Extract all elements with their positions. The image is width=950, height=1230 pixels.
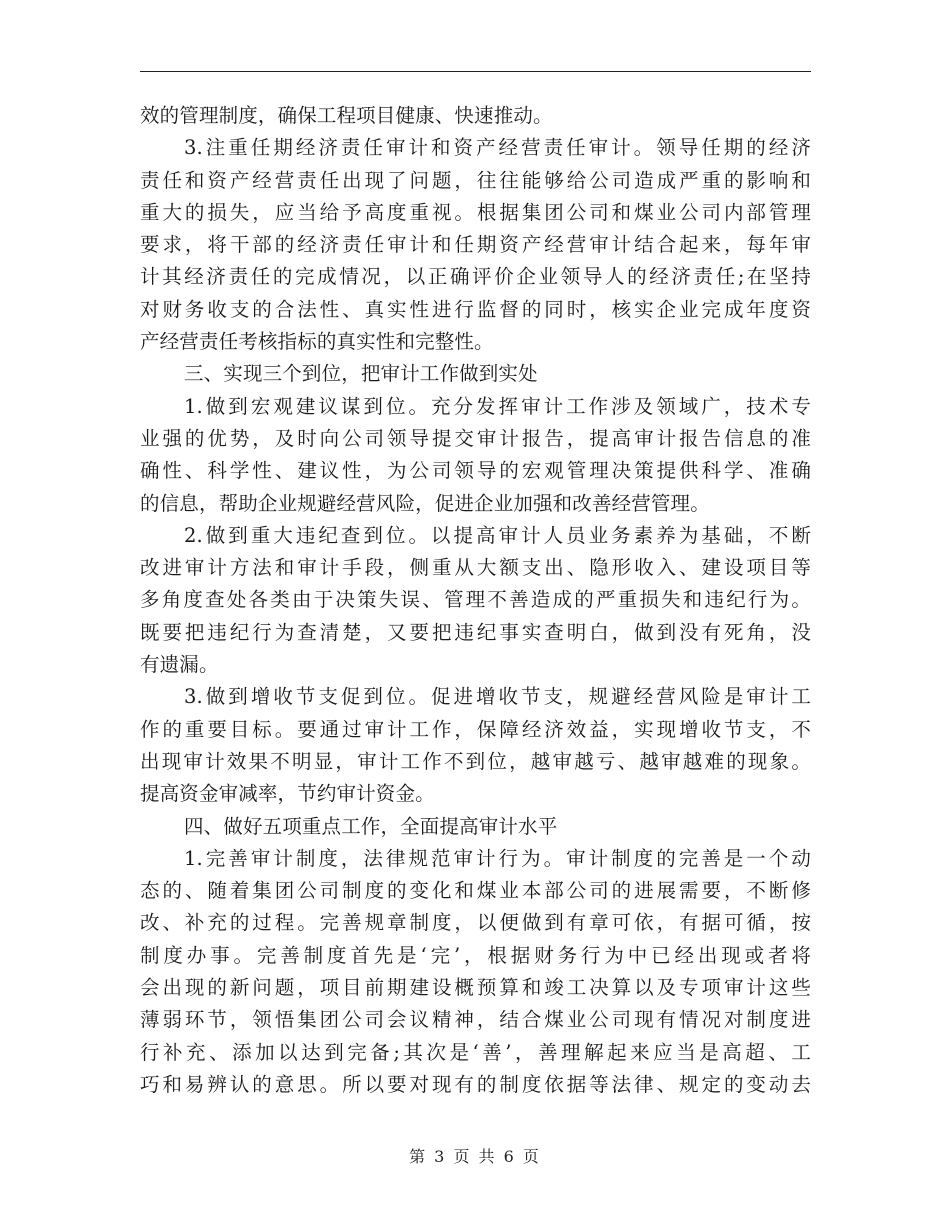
text-line: 态的、随着集团公司制度的变化和煤业本部公司的进展需要，不断修 — [140, 879, 811, 903]
text-line: 对财务收支的合法性、真实性进行监督的同时，核实企业完成年度资 — [140, 297, 811, 321]
text-line: 计其经济责任的完成情况，以正确评价企业领导人的经济责任;在坚持 — [140, 265, 811, 289]
text-line: 三、实现三个到位，把审计工作做到实处 — [184, 362, 538, 386]
text-line: 薄弱环节，领悟集团公司会议精神，结合煤业公司现有情况对制度进 — [140, 1008, 811, 1032]
text-line: 巧和易辨认的意思。所以要对现有的制度依据等法律、规定的变动去 — [140, 1072, 811, 1096]
text-line: 产经营责任考核指标的真实性和完整性。 — [140, 330, 494, 354]
text-line: 3.做到增收节支促到位。促进增收节支，规避经营风险是审计工 — [184, 685, 811, 709]
text-line: 作的重要目标。要通过审计工作，保障经济效益，实现增收节支，不 — [140, 717, 811, 741]
text-line: 业强的优势，及时向公司领导提交审计报告，提高审计报告信息的准 — [140, 426, 811, 450]
text-line: 重大的损失，应当给予高度重视。根据集团公司和煤业公司内部管理 — [140, 200, 811, 224]
text-line: 责任和资产经营责任出现了问题，往往能够给公司造成严重的影响和 — [140, 168, 811, 192]
text-line: 确性、科学性、建议性，为公司领导的宏观管理决策提供科学、准确 — [140, 459, 811, 483]
text-line: 既要把违纪行为查清楚，又要把违纪事实查明白，做到没有死角，没 — [140, 620, 811, 644]
text-line: 改进审计方法和审计手段，侧重从大额支出、隐形收入、建设项目等 — [140, 556, 811, 580]
text-line: 有遗漏。 — [140, 653, 219, 677]
text-line: 1.做到宏观建议谋到位。充分发挥审计工作涉及领域广，技术专 — [184, 394, 811, 418]
text-line: 四、做好五项重点工作，全面提高审计水平 — [184, 814, 558, 838]
text-line: 提高资金审减率，节约审计资金。 — [140, 782, 435, 806]
text-line: 行补充、添加以达到完备;其次是‘善’，善理解起来应当是高超、工 — [140, 1040, 811, 1064]
text-line: 出现审计效果不明显，审计工作不到位，越审越亏、越审越难的现象。 — [140, 749, 811, 773]
text-line: 制度办事。完善制度首先是‘完’，根据财务行为中已经出现或者将 — [140, 943, 811, 967]
text-line: 2.做到重大违纪查到位。以提高审计人员业务素养为基础，不断 — [184, 523, 811, 547]
text-line: 3.注重任期经济责任审计和资产经营责任审计。领导任期的经济 — [184, 136, 811, 160]
text-line: 多角度查处各类由于决策失误、管理不善造成的严重损失和违纪行为。 — [140, 588, 811, 612]
text-line: 效的管理制度，确保工程项目健康、快速推动。 — [140, 104, 553, 127]
header-rule — [140, 71, 811, 72]
page-footer: 第 3 页 共 6 页 — [409, 1147, 541, 1166]
text-line: 1.完善审计制度，法律规范审计行为。审计制度的完善是一个动 — [184, 846, 811, 870]
text-line: 的信息，帮助企业规避经营风险，促进企业加强和改善经营管理。 — [140, 491, 710, 515]
text-line: 会出现的新问题，项目前期建设概预算和竣工决算以及专项审计这些 — [140, 976, 811, 1000]
body-text — [140, 100, 811, 1101]
text-line: 改、补充的过程。完善规章制度，以便做到有章可依，有据可循，按 — [140, 911, 811, 935]
text-line: 要求，将干部的经济责任审计和任期资产经营审计结合起来，每年审 — [140, 233, 811, 257]
